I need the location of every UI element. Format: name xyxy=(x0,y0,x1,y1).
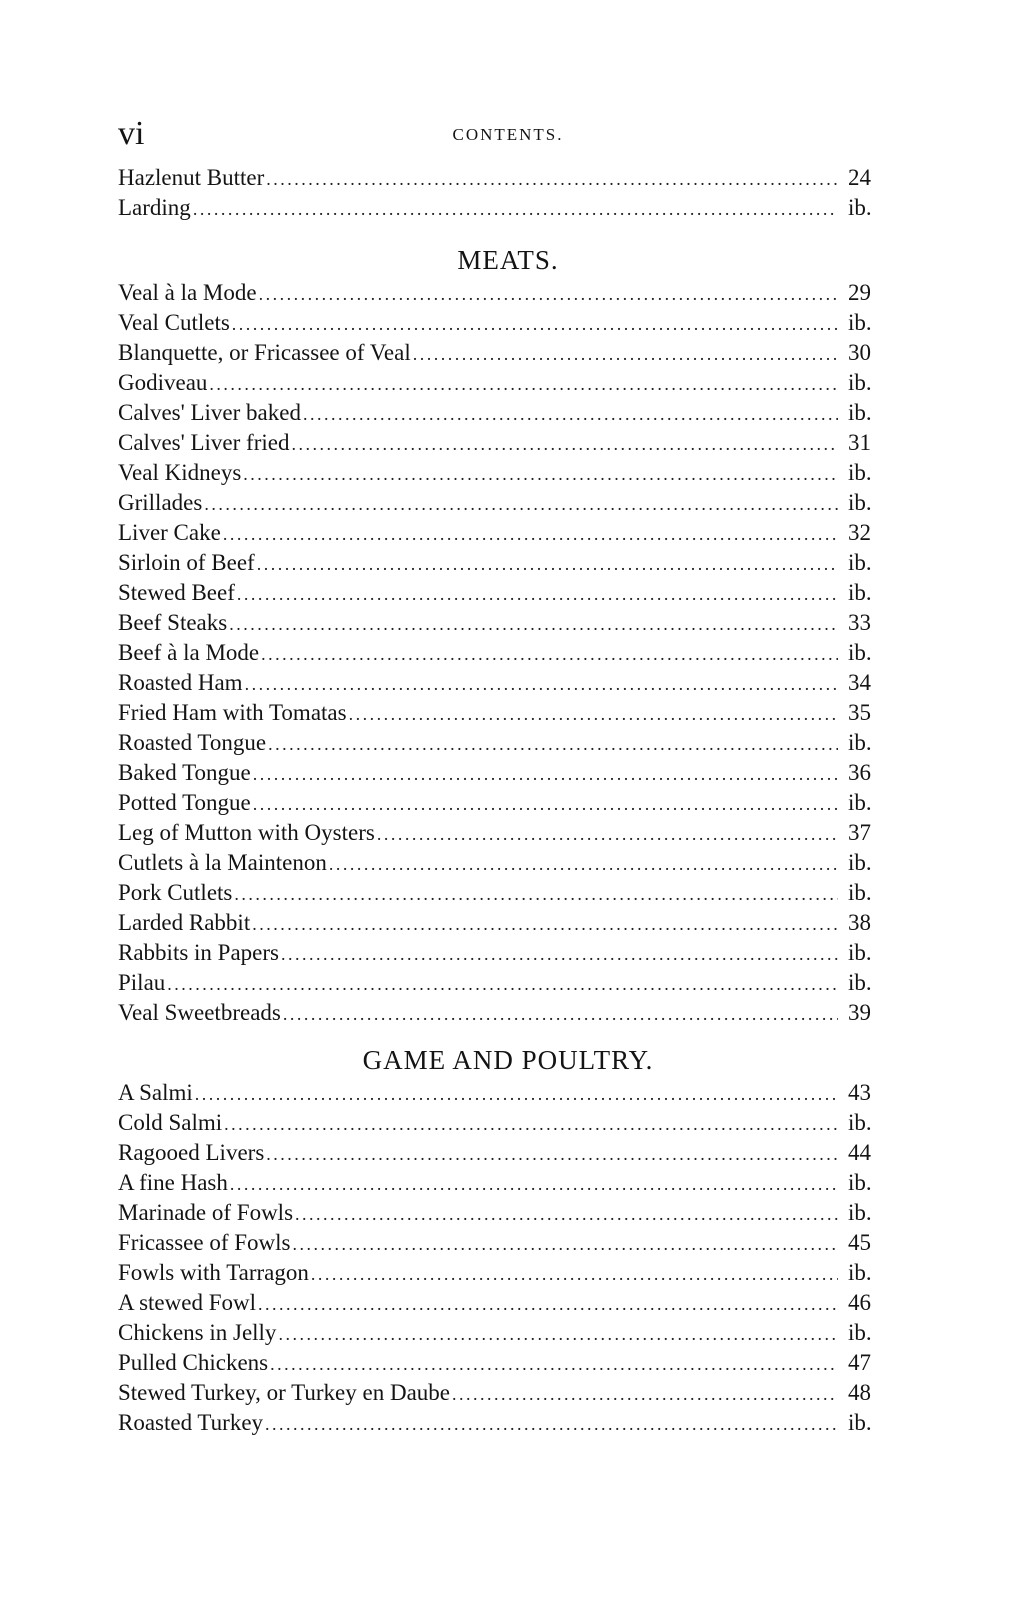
dot-leader xyxy=(253,789,838,818)
section-heading-game-and-poultry: GAME AND POULTRY. xyxy=(362,1045,654,1075)
entry-page: ib. xyxy=(848,370,872,395)
entry-page: ib. xyxy=(848,1320,872,1345)
entry-title: Pilau xyxy=(118,970,166,995)
entry-page: ib. xyxy=(848,880,872,905)
entry-title: Veal à la Mode xyxy=(118,280,257,305)
entry-title: Godiveau xyxy=(118,370,208,395)
entry-title: Veal Kidneys xyxy=(118,460,242,485)
entry-page: 34 xyxy=(848,670,871,695)
dot-leader xyxy=(193,194,838,223)
entry-page: 43 xyxy=(848,1080,871,1105)
dot-leader xyxy=(311,1259,838,1288)
entry-page: ib. xyxy=(848,790,872,815)
game-and-poultry-list xyxy=(118,1078,898,1438)
dot-leader xyxy=(232,309,838,338)
entry-title: Beef Steaks xyxy=(118,610,228,635)
toc-entry xyxy=(118,548,898,578)
dot-leader xyxy=(291,429,838,458)
dot-leader xyxy=(413,339,838,368)
entry-title: Roasted Ham xyxy=(118,670,243,695)
dot-leader xyxy=(329,849,838,878)
toc-entry xyxy=(118,1258,898,1288)
dot-leader xyxy=(167,969,838,998)
entry-title: A stewed Fowl xyxy=(118,1290,256,1315)
toc-entry xyxy=(118,728,898,758)
entry-title: Hazlenut Butter xyxy=(118,165,265,190)
entry-page: ib. xyxy=(848,195,872,220)
dot-leader xyxy=(230,1169,838,1198)
entry-page: ib. xyxy=(848,490,872,515)
entry-title: Liver Cake xyxy=(118,520,221,545)
dot-leader xyxy=(281,939,838,968)
toc-entry xyxy=(118,938,898,968)
entry-title: A fine Hash xyxy=(118,1170,228,1195)
entry-title: Ragooed Livers xyxy=(118,1140,265,1165)
toc-entry xyxy=(118,278,898,308)
meats-list xyxy=(118,278,898,1028)
entry-title: Veal Cutlets xyxy=(118,310,230,335)
entry-page: 47 xyxy=(848,1350,871,1375)
running-title: CONTENTS. xyxy=(452,125,564,144)
dot-leader xyxy=(243,459,838,488)
toc-entry xyxy=(118,878,898,908)
entry-page: ib. xyxy=(848,1170,872,1195)
entry-page: 38 xyxy=(848,910,871,935)
entry-page: 44 xyxy=(848,1140,871,1165)
entry-page: 30 xyxy=(848,340,871,365)
toc-entry xyxy=(118,1228,898,1258)
toc-entry xyxy=(118,1378,898,1408)
entry-title: Stewed Beef xyxy=(118,580,235,605)
toc-entry xyxy=(118,163,898,193)
dot-leader xyxy=(303,399,838,428)
dot-leader xyxy=(283,999,838,1028)
entry-page: ib. xyxy=(848,550,872,575)
dot-leader xyxy=(270,1349,838,1378)
entry-title: Blanquette, or Fricassee of Veal xyxy=(118,340,411,365)
entry-page: ib. xyxy=(848,940,872,965)
dot-leader xyxy=(377,819,838,848)
entry-title: Rabbits in Papers xyxy=(118,940,279,965)
toc-entry xyxy=(118,998,898,1028)
dot-leader xyxy=(237,579,838,608)
entry-title: Roasted Tongue xyxy=(118,730,267,755)
dot-leader xyxy=(223,519,838,548)
entry-page: ib. xyxy=(848,400,872,425)
entry-page: 48 xyxy=(848,1380,871,1405)
dot-leader xyxy=(257,549,838,578)
entry-title: Pulled Chickens xyxy=(118,1350,269,1375)
entry-page: 36 xyxy=(848,760,871,785)
toc-entry xyxy=(118,368,898,398)
entry-page: ib. xyxy=(848,1110,872,1135)
entry-page: 35 xyxy=(848,700,871,725)
entry-title: Potted Tongue xyxy=(118,790,251,815)
dot-leader xyxy=(268,729,838,758)
entry-title: Pork Cutlets xyxy=(118,880,233,905)
entry-page: ib. xyxy=(848,970,872,995)
entry-page: 33 xyxy=(848,610,871,635)
toc-entry xyxy=(118,1078,898,1108)
entry-title: Fowls with Tarragon xyxy=(118,1260,309,1285)
entry-page: 39 xyxy=(848,1000,871,1025)
toc-entry xyxy=(118,1168,898,1198)
toc-entry xyxy=(118,668,898,698)
dot-leader xyxy=(253,759,838,788)
toc-entry xyxy=(118,578,898,608)
toc-entry xyxy=(118,788,898,818)
dot-leader xyxy=(452,1379,838,1408)
dot-leader xyxy=(258,1289,838,1318)
section-heading-meats: MEATS. xyxy=(457,245,559,275)
entry-page: 24 xyxy=(848,165,871,190)
entry-title: Chickens in Jelly xyxy=(118,1320,277,1345)
toc-entry xyxy=(118,698,898,728)
entry-title: Cold Salmi xyxy=(118,1110,223,1135)
entry-page: 29 xyxy=(848,280,871,305)
dot-leader xyxy=(266,1139,838,1168)
toc-entry xyxy=(118,193,898,223)
dot-leader xyxy=(245,669,838,698)
entry-page: ib. xyxy=(848,1260,872,1285)
toc-entry xyxy=(118,818,898,848)
entry-page: ib. xyxy=(848,1410,872,1435)
toc-entry xyxy=(118,458,898,488)
dot-leader xyxy=(234,879,838,908)
entry-title: Stewed Turkey, or Turkey en Daube xyxy=(118,1380,450,1405)
entry-title: Cutlets à la Maintenon xyxy=(118,850,327,875)
dot-leader xyxy=(224,1109,838,1138)
toc-entry xyxy=(118,848,898,878)
entry-page: 37 xyxy=(848,820,871,845)
toc-entry xyxy=(118,428,898,458)
running-head xyxy=(118,114,898,154)
entry-title: Grillades xyxy=(118,490,203,515)
toc-entry xyxy=(118,1348,898,1378)
toc-entry xyxy=(118,758,898,788)
entry-title: Baked Tongue xyxy=(118,760,251,785)
toc-entry xyxy=(118,638,898,668)
dot-leader xyxy=(295,1199,838,1228)
entry-title: Sirloin of Beef xyxy=(118,550,255,575)
entry-page: ib. xyxy=(848,730,872,755)
toc-entry xyxy=(118,488,898,518)
entry-title: Fricassee of Fowls xyxy=(118,1230,291,1255)
entry-page: 31 xyxy=(848,430,871,455)
entry-title: Larded Rabbit xyxy=(118,910,251,935)
entry-page: ib. xyxy=(848,580,872,605)
intro-entries xyxy=(118,163,898,223)
dot-leader xyxy=(259,279,838,308)
toc-entry xyxy=(118,908,898,938)
entry-page: ib. xyxy=(848,850,872,875)
entry-title: Larding xyxy=(118,195,191,220)
entry-title: Veal Sweetbreads xyxy=(118,1000,281,1025)
entry-page: ib. xyxy=(848,640,872,665)
entry-title: Calves' Liver baked xyxy=(118,400,301,425)
toc-entry xyxy=(118,1138,898,1168)
dot-leader xyxy=(252,909,838,938)
dot-leader xyxy=(349,699,838,728)
toc-entry xyxy=(118,1108,898,1138)
entry-page: 46 xyxy=(848,1290,871,1315)
page-number: vi xyxy=(118,115,145,152)
toc-entry xyxy=(118,1318,898,1348)
toc-entry xyxy=(118,608,898,638)
entry-page: ib. xyxy=(848,1200,872,1225)
entry-title: Leg of Mutton with Oysters xyxy=(118,820,375,845)
entry-page: 32 xyxy=(848,520,871,545)
dot-leader xyxy=(209,369,838,398)
dot-leader xyxy=(266,164,838,193)
dot-leader xyxy=(265,1409,838,1438)
dot-leader xyxy=(261,639,838,668)
entry-title: Beef à la Mode xyxy=(118,640,260,665)
entry-title: Fried Ham with Tomatas xyxy=(118,700,347,725)
entry-title: Roasted Turkey xyxy=(118,1410,264,1435)
toc-entry xyxy=(118,398,898,428)
entry-page: ib. xyxy=(848,460,872,485)
entry-page: ib. xyxy=(848,310,872,335)
toc-entry xyxy=(118,1408,898,1438)
entry-page: 45 xyxy=(848,1230,871,1255)
toc-entry xyxy=(118,518,898,548)
dot-leader xyxy=(229,609,838,638)
entry-title: Marinade of Fowls xyxy=(118,1200,294,1225)
toc-entry xyxy=(118,1198,898,1228)
toc-entry xyxy=(118,1288,898,1318)
toc-entry xyxy=(118,338,898,368)
toc-entry xyxy=(118,968,898,998)
entry-title: A Salmi xyxy=(118,1080,193,1105)
dot-leader xyxy=(278,1319,838,1348)
dot-leader xyxy=(195,1079,838,1108)
entry-title: Calves' Liver fried xyxy=(118,430,290,455)
toc-entry xyxy=(118,308,898,338)
dot-leader xyxy=(292,1229,838,1258)
dot-leader xyxy=(204,489,838,518)
